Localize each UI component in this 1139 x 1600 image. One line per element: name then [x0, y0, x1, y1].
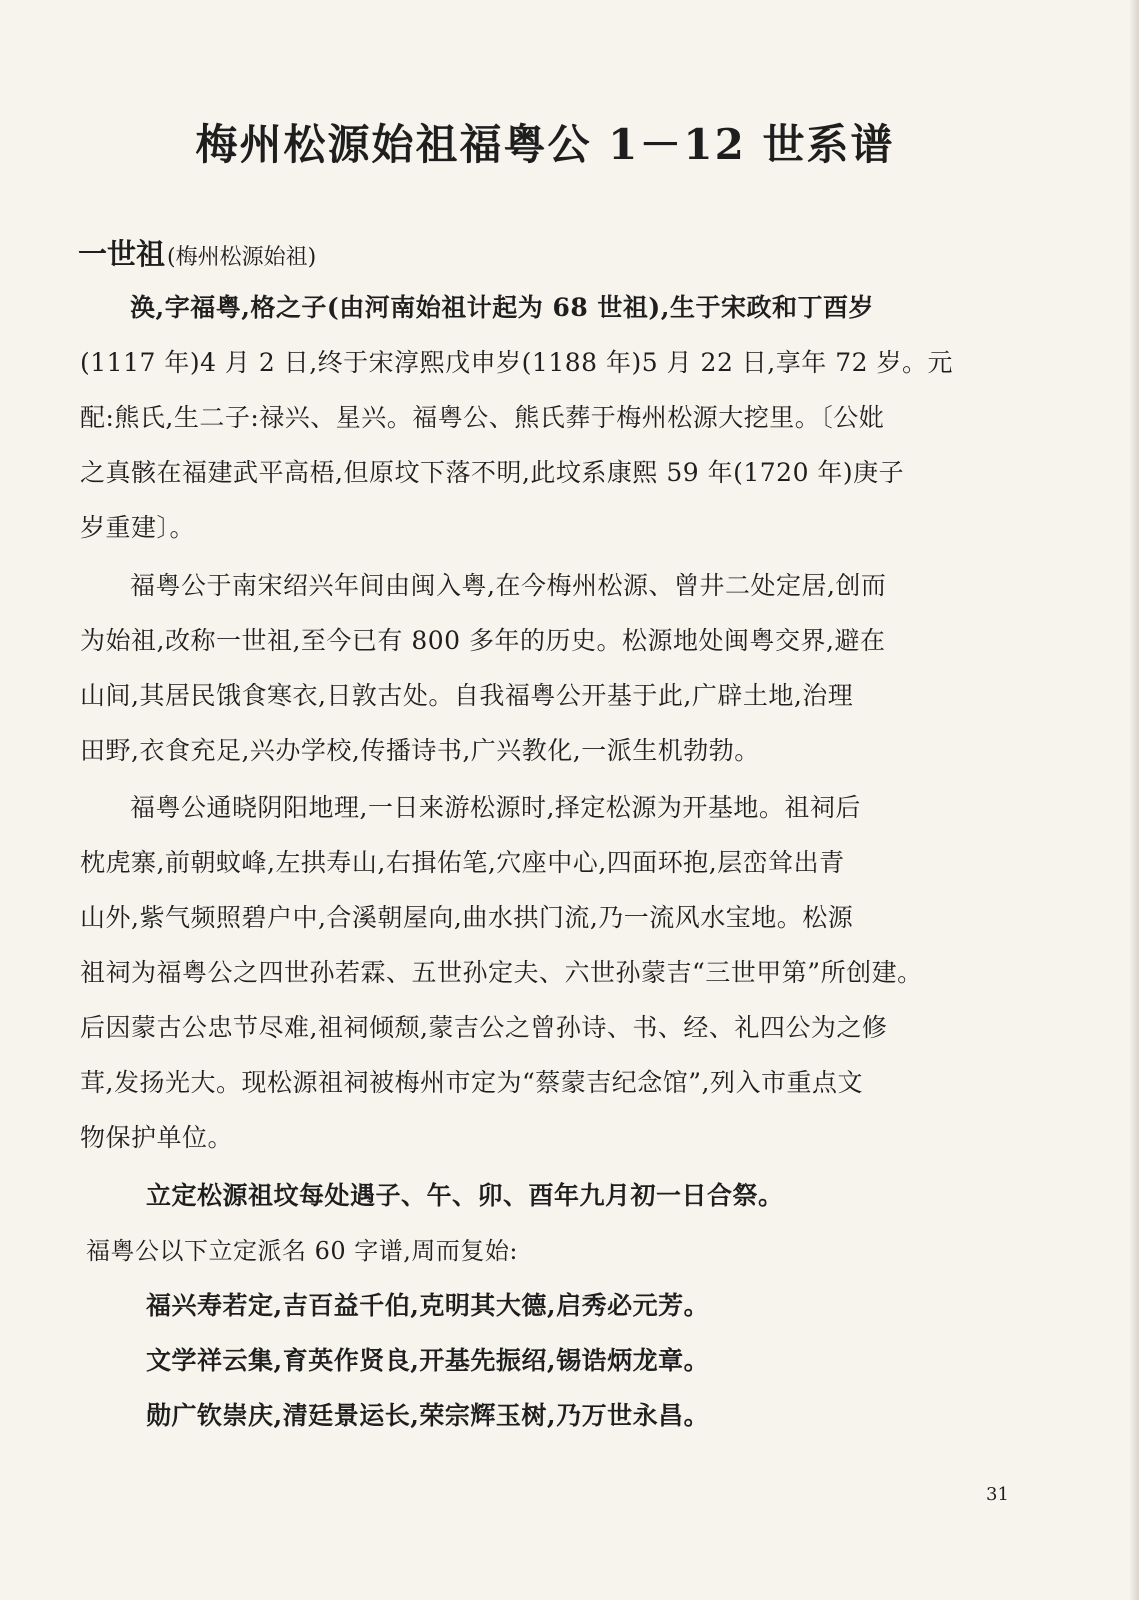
paragraph-line: (1117 年)4 月 2 日,终于宋淳熙戊申岁(1188 年)5 月 22 日,享年 72 岁。元 — [80, 348, 953, 377]
paragraph-line: 山外,紫气频照碧户中,合溪朝屋向,曲水拱门流,乃一流风水宝地。松源 — [80, 903, 854, 932]
paragraph-line: 福粤公于南宋绍兴年间由闽入粤,在今梅州松源、曾井二处定居,创而 — [130, 571, 887, 600]
paragraph-line: 配:熊氏,生二子:禄兴、星兴。福粤公、熊氏葬于梅州松源大挖里。〔公妣 — [80, 403, 885, 432]
paragraph-line: 岁重建〕。 — [80, 513, 196, 542]
paragraph-line: 福粤公通晓阴阳地理,一日来游松源时,择定松源为开基地。祖祠后 — [130, 793, 861, 822]
paragraph-line: 田野,衣食充足,兴办学校,传播诗书,广兴教化,一派生机勃勃。 — [80, 736, 760, 765]
page-edge-shadow — [1129, 0, 1139, 1600]
paragraph-line: 山间,其居民饿食寒衣,日敦古处。自我福粤公开基于此,广辟土地,治理 — [80, 681, 854, 710]
paragraph-line: 后因蒙古公忠节尽难,祖祠倾颓,蒙吉公之曾孙诗、书、经、礼四公为之修 — [80, 1013, 888, 1042]
page-number: 31 — [986, 1484, 1009, 1505]
paragraph-line: 涣,字福粤,格之子(由河南始祖计起为 68 世祖),生于宋政和丁酉岁 — [130, 293, 874, 322]
paragraph-line: 福粤公以下立定派名 60 字谱,周而复始: — [86, 1237, 519, 1265]
paragraph-line: 立定松源祖坟每处遇子、午、卯、酉年九月初一日合祭。 — [146, 1181, 784, 1210]
paragraph-line: 物保护单位。 — [80, 1123, 234, 1152]
verse-line: 勋广钦崇庆,清廷景运长,荣宗辉玉树,乃万世永昌。 — [146, 1401, 710, 1430]
paragraph-line: 之真骸在福建武平高梧,但原坟下落不明,此坟系康熙 59 年(1720 年)庚子 — [80, 458, 905, 487]
section-heading-main: 一世祖 — [78, 237, 166, 271]
paragraph-line: 茸,发扬光大。现松源祖祠被梅州市定为“蔡蒙吉纪念馆”,列入市重点文 — [80, 1068, 863, 1097]
page-title: 梅州松源始祖福粤公 1－12 世系谱 — [195, 120, 895, 169]
paragraph-line: 祖祠为福粤公之四世孙若霖、五世孙定夫、六世孙蒙吉“三世甲第”所创建。 — [80, 958, 923, 987]
paragraph-line: 枕虎寨,前朝蚊峰,左拱寿山,右揖佑笔,穴座中心,四面环抱,层峦耸出青 — [80, 848, 845, 877]
section-heading — [78, 232, 316, 273]
paragraph-line: 为始祖,改称一世祖,至今已有 800 多年的历史。松源地处闽粤交界,避在 — [80, 626, 886, 655]
section-heading-note: (梅州松源始祖) — [167, 245, 317, 270]
verse-line: 文学祥云集,育英作贤良,开基先振绍,锡诰炳龙章。 — [146, 1346, 710, 1375]
verse-line: 福兴寿若定,吉百益千伯,克明其大德,启秀必元芳。 — [146, 1291, 710, 1320]
